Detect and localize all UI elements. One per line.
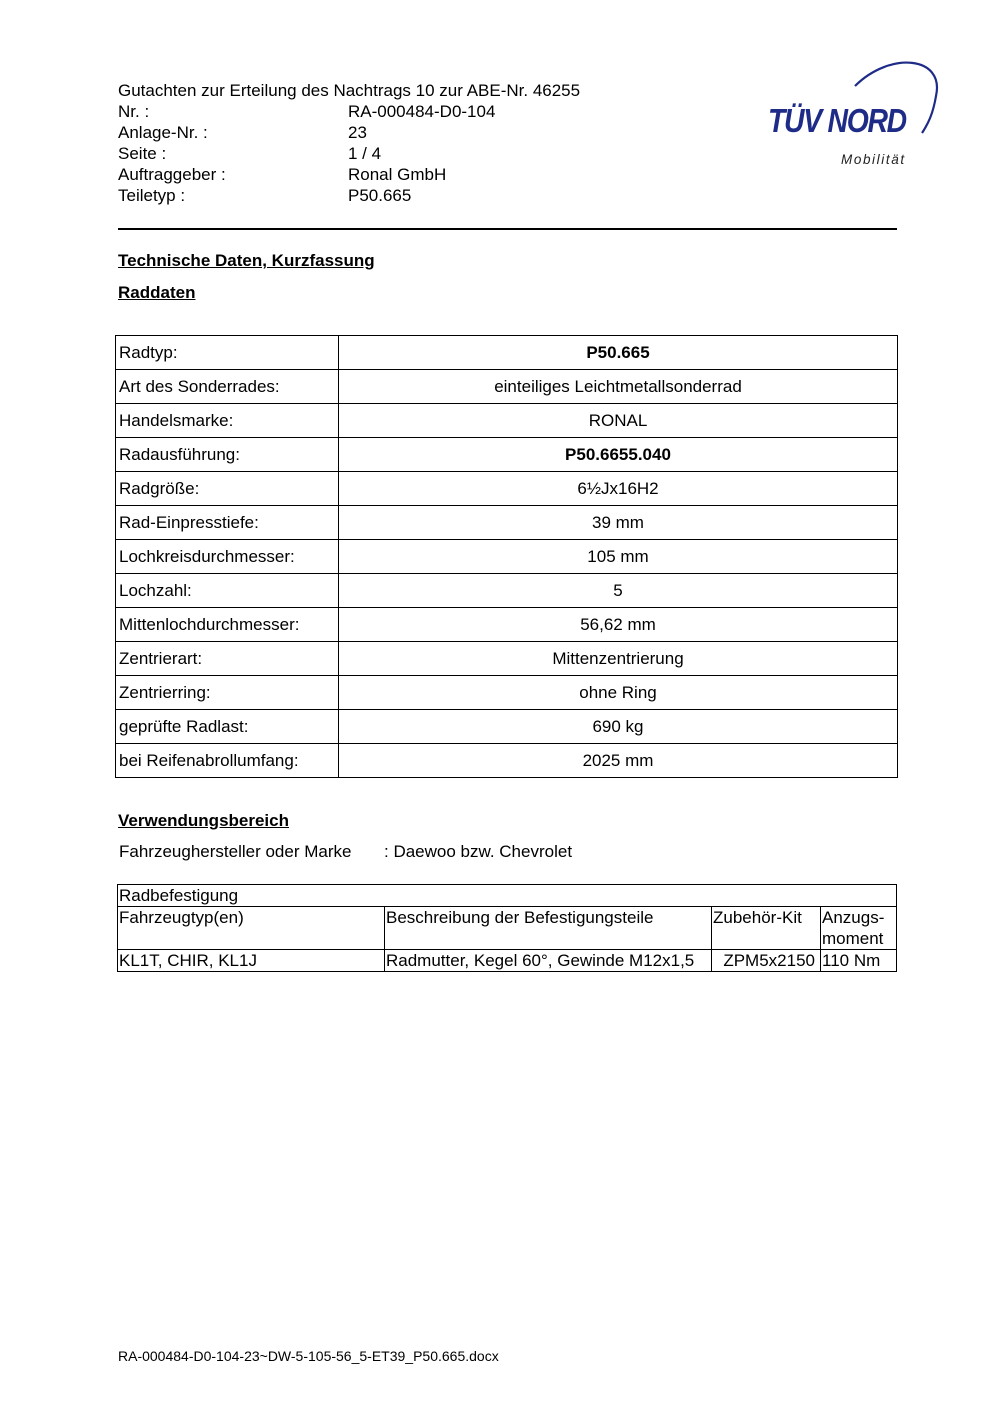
wheel-data-row — [116, 540, 898, 574]
mounting-cell-torque: 110 Nm — [821, 950, 897, 972]
mounting-header-description: Beschreibung der Befestigungsteile — [385, 907, 712, 950]
wheel-data-label: Mittenlochdurchmesser: — [116, 608, 339, 642]
document-title: Gutachten zur Erteilung des Nachtrags 10 zur ABE-Nr. 46255 — [118, 81, 581, 100]
wheel-data-label: Radtyp: — [116, 336, 339, 370]
wheel-data-label: Radgröße: — [116, 472, 339, 506]
tuv-nord-logo — [760, 56, 945, 176]
header-field-label: Seite : — [118, 144, 167, 163]
wheel-data-value: RONAL — [339, 404, 898, 438]
wheel-data-label: Handelsmarke: — [116, 404, 339, 438]
mounting-cell-vehicle-type: KL1T, CHIR, KL1J — [118, 950, 385, 972]
mounting-header-vehicle-type: Fahrzeugtyp(en) — [118, 907, 385, 950]
header-field-row — [118, 101, 580, 122]
section-heading-technical: Technische Daten, Kurzfassung — [118, 251, 375, 270]
header-field-value: P50.665 — [348, 186, 412, 205]
header-field-row — [118, 185, 580, 206]
header-fields — [118, 101, 580, 206]
header-field-value: RA-000484-D0-104 — [348, 102, 496, 121]
wheel-data-value: 39 mm — [339, 506, 898, 540]
header-field-value: Ronal GmbH — [348, 165, 447, 184]
mounting-row — [118, 950, 897, 972]
wheel-data-label: geprüfte Radlast: — [116, 710, 339, 744]
wheel-data-value: 2025 mm — [339, 744, 898, 778]
mounting-table — [117, 884, 897, 972]
mounting-table-title: Radbefestigung — [118, 885, 897, 907]
wheel-data-value: 6½Jx16H2 — [339, 472, 898, 506]
header-field-row — [118, 143, 580, 164]
wheel-data-label: Zentrierring: — [116, 676, 339, 710]
wheel-data-value: P50.6655.040 — [339, 438, 898, 472]
header-field-label: Auftraggeber : — [118, 165, 226, 184]
wheel-data-row — [116, 404, 898, 438]
wheel-data-row — [116, 744, 898, 778]
wheel-data-value: einteiliges Leichtmetallsonderrad — [339, 370, 898, 404]
wheel-data-value: Mittenzentrierung — [339, 642, 898, 676]
logo-brand: TÜV NORD — [768, 102, 906, 139]
wheel-data-table — [115, 335, 898, 778]
header-field-row — [118, 164, 580, 185]
wheel-data-label: Lochzahl: — [116, 574, 339, 608]
mounting-cell-kit: ZPM5x2150 — [712, 950, 821, 972]
mounting-cell-description: Radmutter, Kegel 60°, Gewinde M12x1,5 — [385, 950, 712, 972]
header-field-value: 1 / 4 — [348, 144, 382, 163]
section-heading-usage: Verwendungsbereich — [118, 811, 289, 830]
wheel-data-value: 105 mm — [339, 540, 898, 574]
header-field-label: Nr. : — [118, 102, 150, 121]
wheel-data-row — [116, 506, 898, 540]
header-divider — [118, 228, 897, 230]
footer-filename: RA-000484-D0-104-23~DW-5-105-56_5-ET39_P50.665.docx — [118, 1348, 499, 1364]
wheel-data-row — [116, 642, 898, 676]
header-field-label: Anlage-Nr. : — [118, 123, 208, 142]
section-heading-wheel-data: Raddaten — [118, 283, 196, 302]
manufacturer-label: Fahrzeughersteller oder Marke — [119, 842, 352, 861]
wheel-data-label: Art des Sonderrades: — [116, 370, 339, 404]
manufacturer-line — [119, 842, 572, 862]
header-field-row — [118, 122, 580, 143]
wheel-data-value: 690 kg — [339, 710, 898, 744]
wheel-data-row — [116, 608, 898, 642]
wheel-data-value: 56,62 mm — [339, 608, 898, 642]
header-field-label: Teiletyp : — [118, 186, 186, 205]
wheel-data-label: Radausführung: — [116, 438, 339, 472]
wheel-data-label: Zentrierart: — [116, 642, 339, 676]
wheel-data-row — [116, 472, 898, 506]
mounting-header-kit: Zubehör-Kit — [712, 907, 821, 950]
wheel-data-value: 5 — [339, 574, 898, 608]
wheel-data-label: Rad-Einpresstiefe: — [116, 506, 339, 540]
wheel-data-row — [116, 710, 898, 744]
wheel-data-value: ohne Ring — [339, 676, 898, 710]
header-field-value: 23 — [348, 123, 367, 142]
wheel-data-row — [116, 574, 898, 608]
wheel-data-row — [116, 438, 898, 472]
mounting-header-torque: Anzugs- moment — [821, 907, 897, 950]
wheel-data-label: bei Reifenabrollumfang: — [116, 744, 339, 778]
wheel-data-row — [116, 336, 898, 370]
wheel-data-label: Lochkreisdurchmesser: — [116, 540, 339, 574]
wheel-data-row — [116, 370, 898, 404]
document-header — [118, 80, 580, 206]
logo-subtitle: Mobilität — [841, 152, 906, 167]
manufacturer-value: : Daewoo bzw. Chevrolet — [384, 842, 573, 861]
wheel-data-row — [116, 676, 898, 710]
mounting-header-row — [118, 907, 897, 950]
wheel-data-value: P50.665 — [339, 336, 898, 370]
